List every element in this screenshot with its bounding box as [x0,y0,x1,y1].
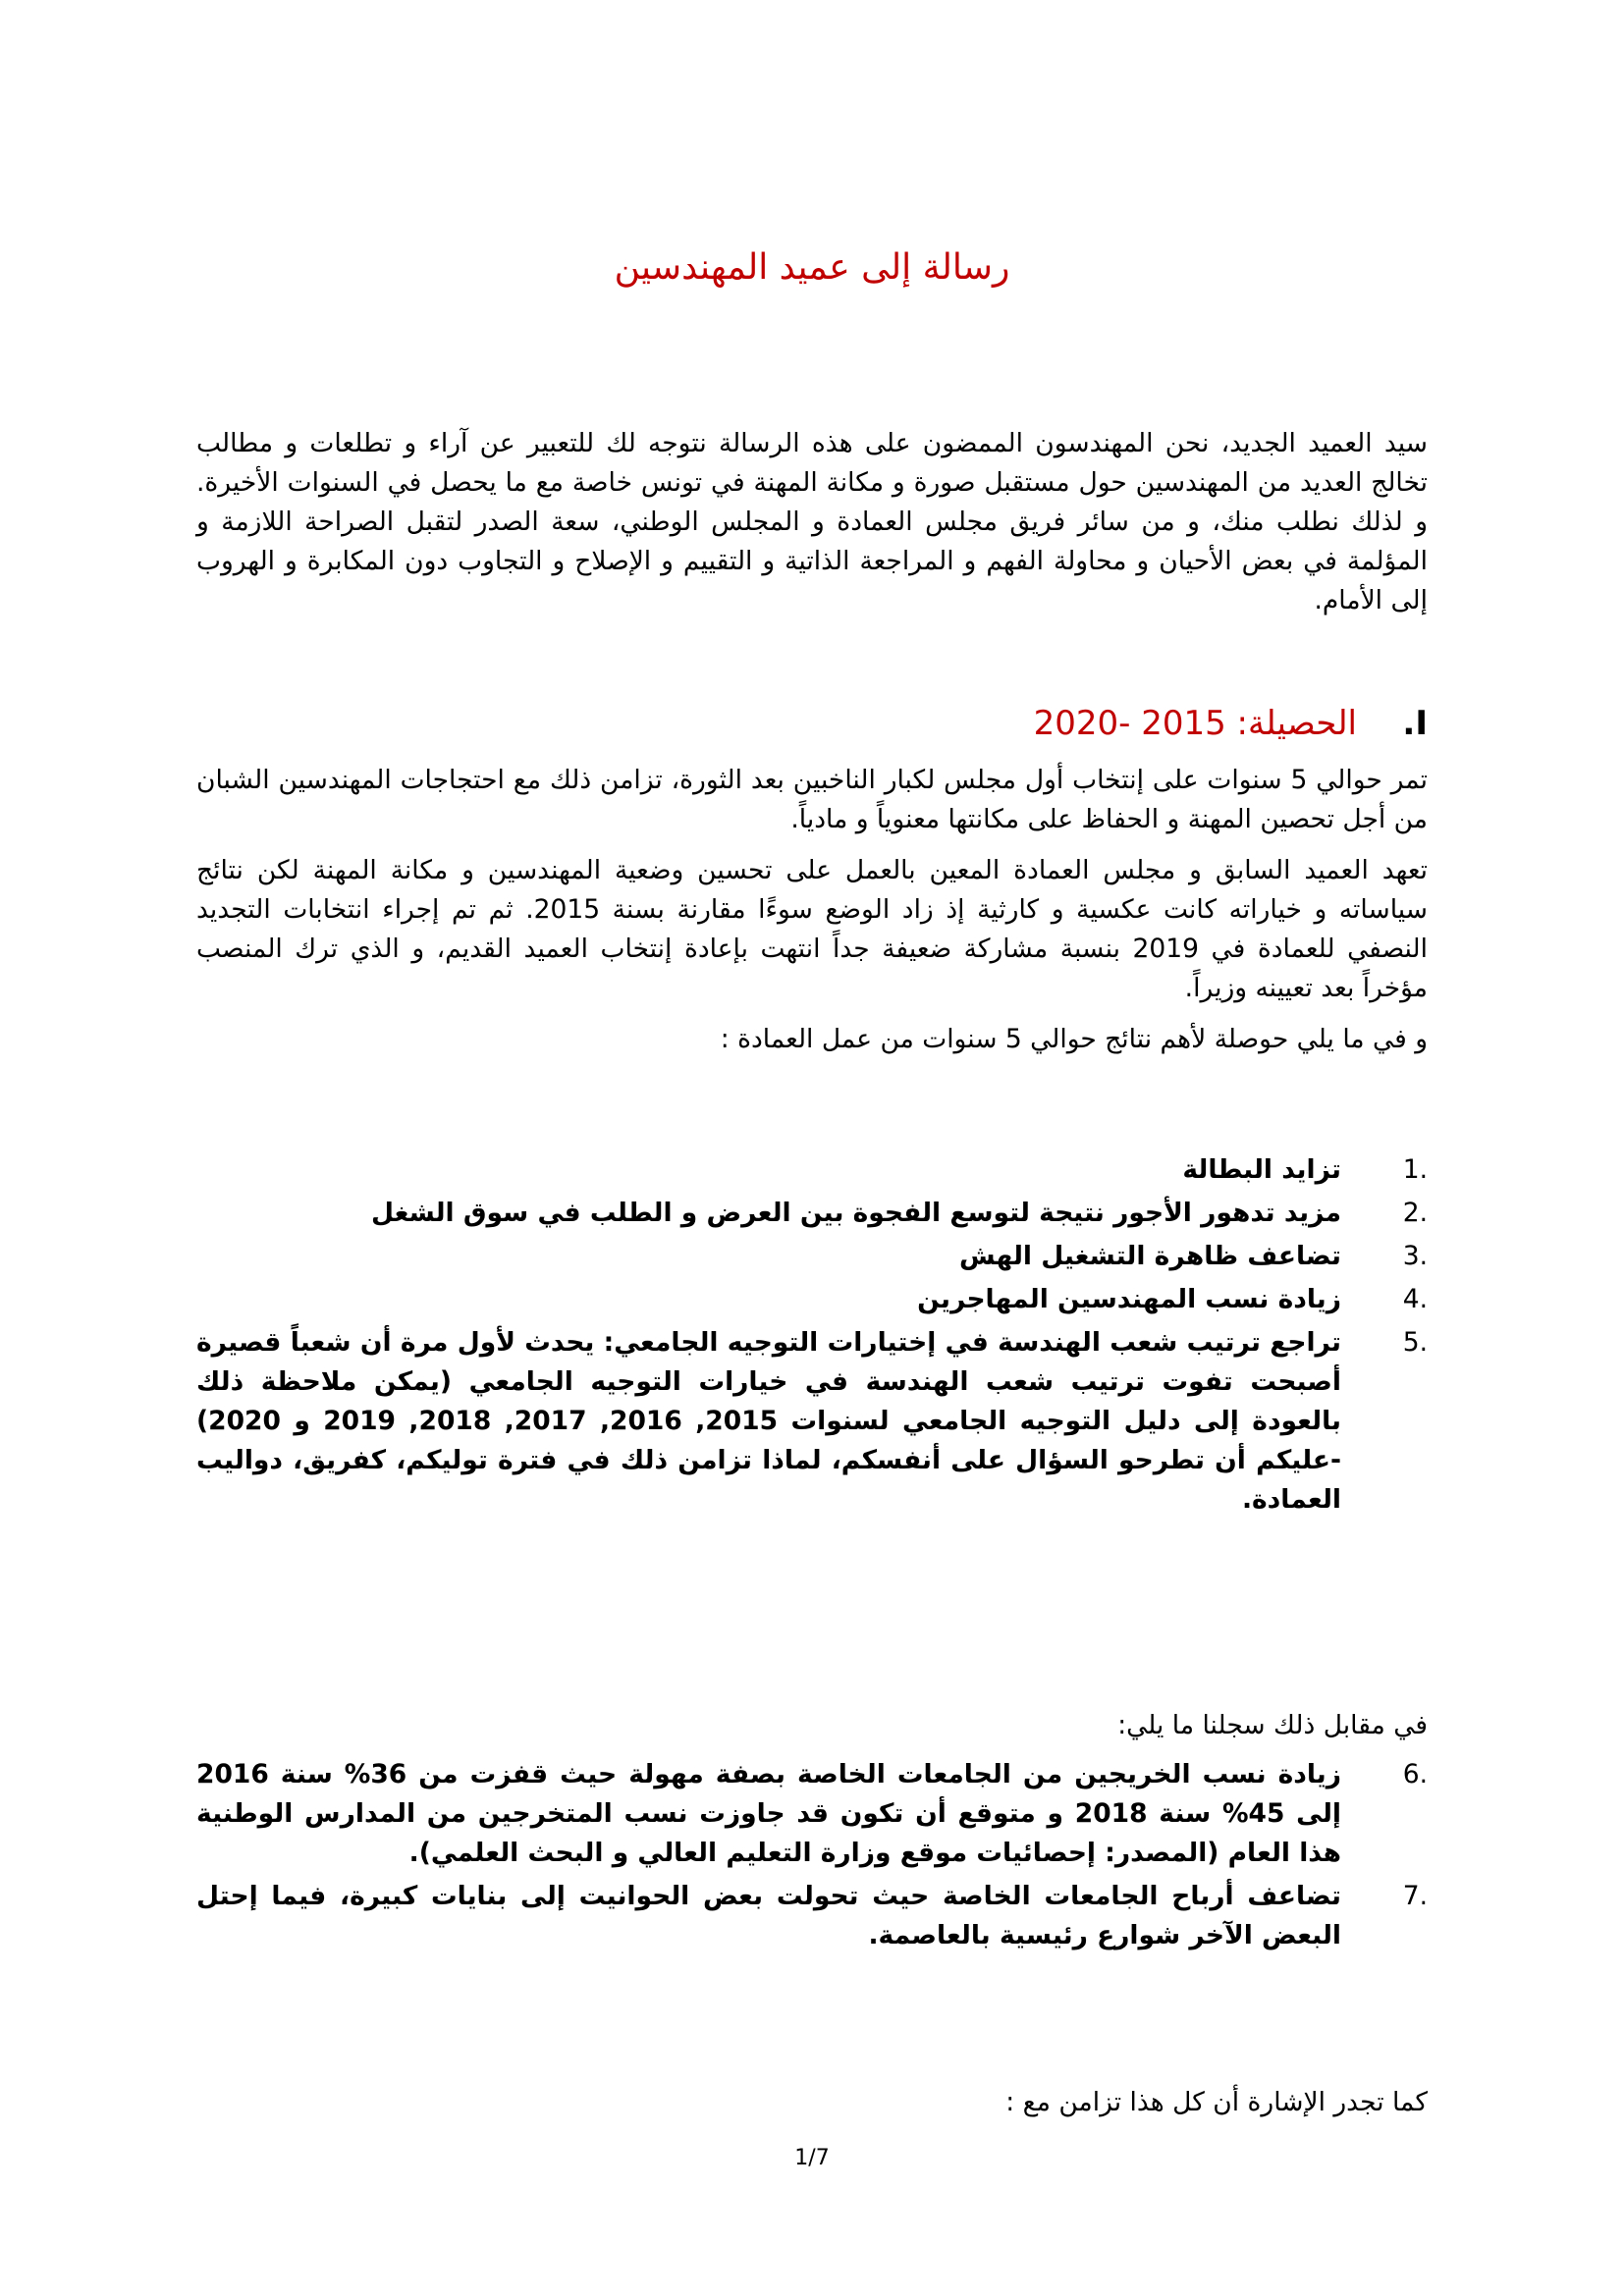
list-marker: 3. [1402,1241,1428,1271]
list-item-text: زيادة نسب الخريجين من الجامعات الخاصة بصفة مهولة حيث قفزت من 36% سنة 2016 إلى 45% سنة 2018 و متوقع أن تكون قد جاوزت نسب المتخرجين من المدارس الوطنية هذا العام (المصدر: إحصائيات موقع وزارة التعليم العالي و البحث العلمي). [196,1759,1342,1868]
list-marker: 4. [1402,1284,1428,1314]
page-number: 1/7 [794,2146,830,2170]
list-item [196,1280,1428,1319]
list-item [196,1755,1428,1873]
list-item [196,1150,1428,1190]
list-marker: 2. [1402,1198,1428,1228]
paragraph: تعهد العميد السابق و مجلس العمادة المعين بالعمل على تحسين وضعية المهندسين و مكانة المهنة لكن نتائج سياساته و خياراته كانت عكسية و كارثية إذ زاد الوضع سوءًا مقارنة بسنة 2015. ثم تم إجراء انتخابات التجديد النصفي للعمادة في 2019 بنسبة مشاركة ضعيفة جداً انتهت بإعادة إنتخاب العميد القديم، و الذي ترك المنصب مؤخراً بعد تعيينه وزيراً. [196,855,1428,1003]
section-heading [196,699,1428,748]
section-body [196,761,1428,1071]
list-marker: 6. [1402,1759,1428,1789]
list-item-text: تضاعف ظاهرة التشغيل الهش [959,1241,1341,1271]
list-item [196,1194,1428,1233]
list-item-text: تراجع ترتيب شعب الهندسة في إختيارات التوجيه الجامعي: يحدث لأول مرة أن شعباً قصيرة أصبحت تفوت ترتيب شعب الهندسة في خيارات التوجيه الجامعي (يمكن ملاحظة ذلك بالعودة إلى دليل التوجيه الجامعي لسنوات 2015, 2016, 2017, 2018, 2019 و 2020) -عليكم أن تطرحو السؤال على أنفسكم، لماذا تزامن ذلك في فترة توليكم، كفريق، دواليب العمادة. [196,1327,1341,1515]
intro-paragraph: سيد العميد الجديد، نحن المهندسون الممضون على هذه الرسالة نتوجه لك للتعبير عن آراء و تطلعات و مطالب تخالج العديد من المهندسين حول مستقبل صورة و مكانة المهنة في تونس خاصة مع ما يحصل في السنوات الأخيرة. و لذلك نطلب منك، و من سائر فريق مجلس العمادة و المجلس الوطني، سعة الصدر لتقبل الصراحة اللازمة و المؤلمة في بعض الأحيان و محاولة الفهم و المراجعة الذاتية و التقييم و الإصلاح و التجاوب دون المكابرة و الهروب إلى الأمام. [196,428,1428,615]
section-title: الحصيلة: 2015 -2020 [1033,704,1357,743]
list-item [196,1237,1428,1276]
paragraph: تمر حوالي 5 سنوات على إنتخاب أول مجلس لكبار الناخبين بعد الثورة، تزامن ذلك مع احتجاجات المهندسين الشبان من أجل تحصين المهنة و الحفاظ على مكانتها معنوياً و مادياً. [196,765,1428,834]
list-item-text: تضاعف أرباح الجامعات الخاصة حيث تحولت بعض الحوانيت إلى بنايات كبيرة، فيما إحتل البعض الآخر شوارع رئيسية بالعاصمة. [196,1881,1341,1950]
contrast-intro: في مقابل ذلك سجلنا ما يلي: [1117,1710,1428,1740]
list-item [196,1877,1428,1955]
section-number: I. [1402,704,1428,743]
results-list [196,1150,1428,1523]
list-item-text: زيادة نسب المهندسين المهاجرين [917,1284,1341,1314]
document-title: رسالة إلى عميد المهندسين [614,247,1010,288]
list-item-text: تزايد البطالة [1182,1154,1341,1185]
list-marker: 5. [1402,1327,1428,1358]
list-marker: 1. [1402,1154,1428,1185]
list-item [196,1323,1428,1520]
document-page [196,0,1428,2296]
closing-line: كما تجدر الإشارة أن كل هذا تزامن مع : [1005,2087,1428,2117]
paragraph: و في ما يلي حوصلة لأهم نتائج حوالي 5 سنوات من عمل العمادة : [720,1024,1428,1054]
contrast-list [196,1755,1428,1959]
list-marker: 7. [1402,1881,1428,1911]
list-item-text: مزيد تدهور الأجور نتيجة لتوسع الفجوة بين العرض و الطلب في سوق الشغل [371,1198,1341,1228]
